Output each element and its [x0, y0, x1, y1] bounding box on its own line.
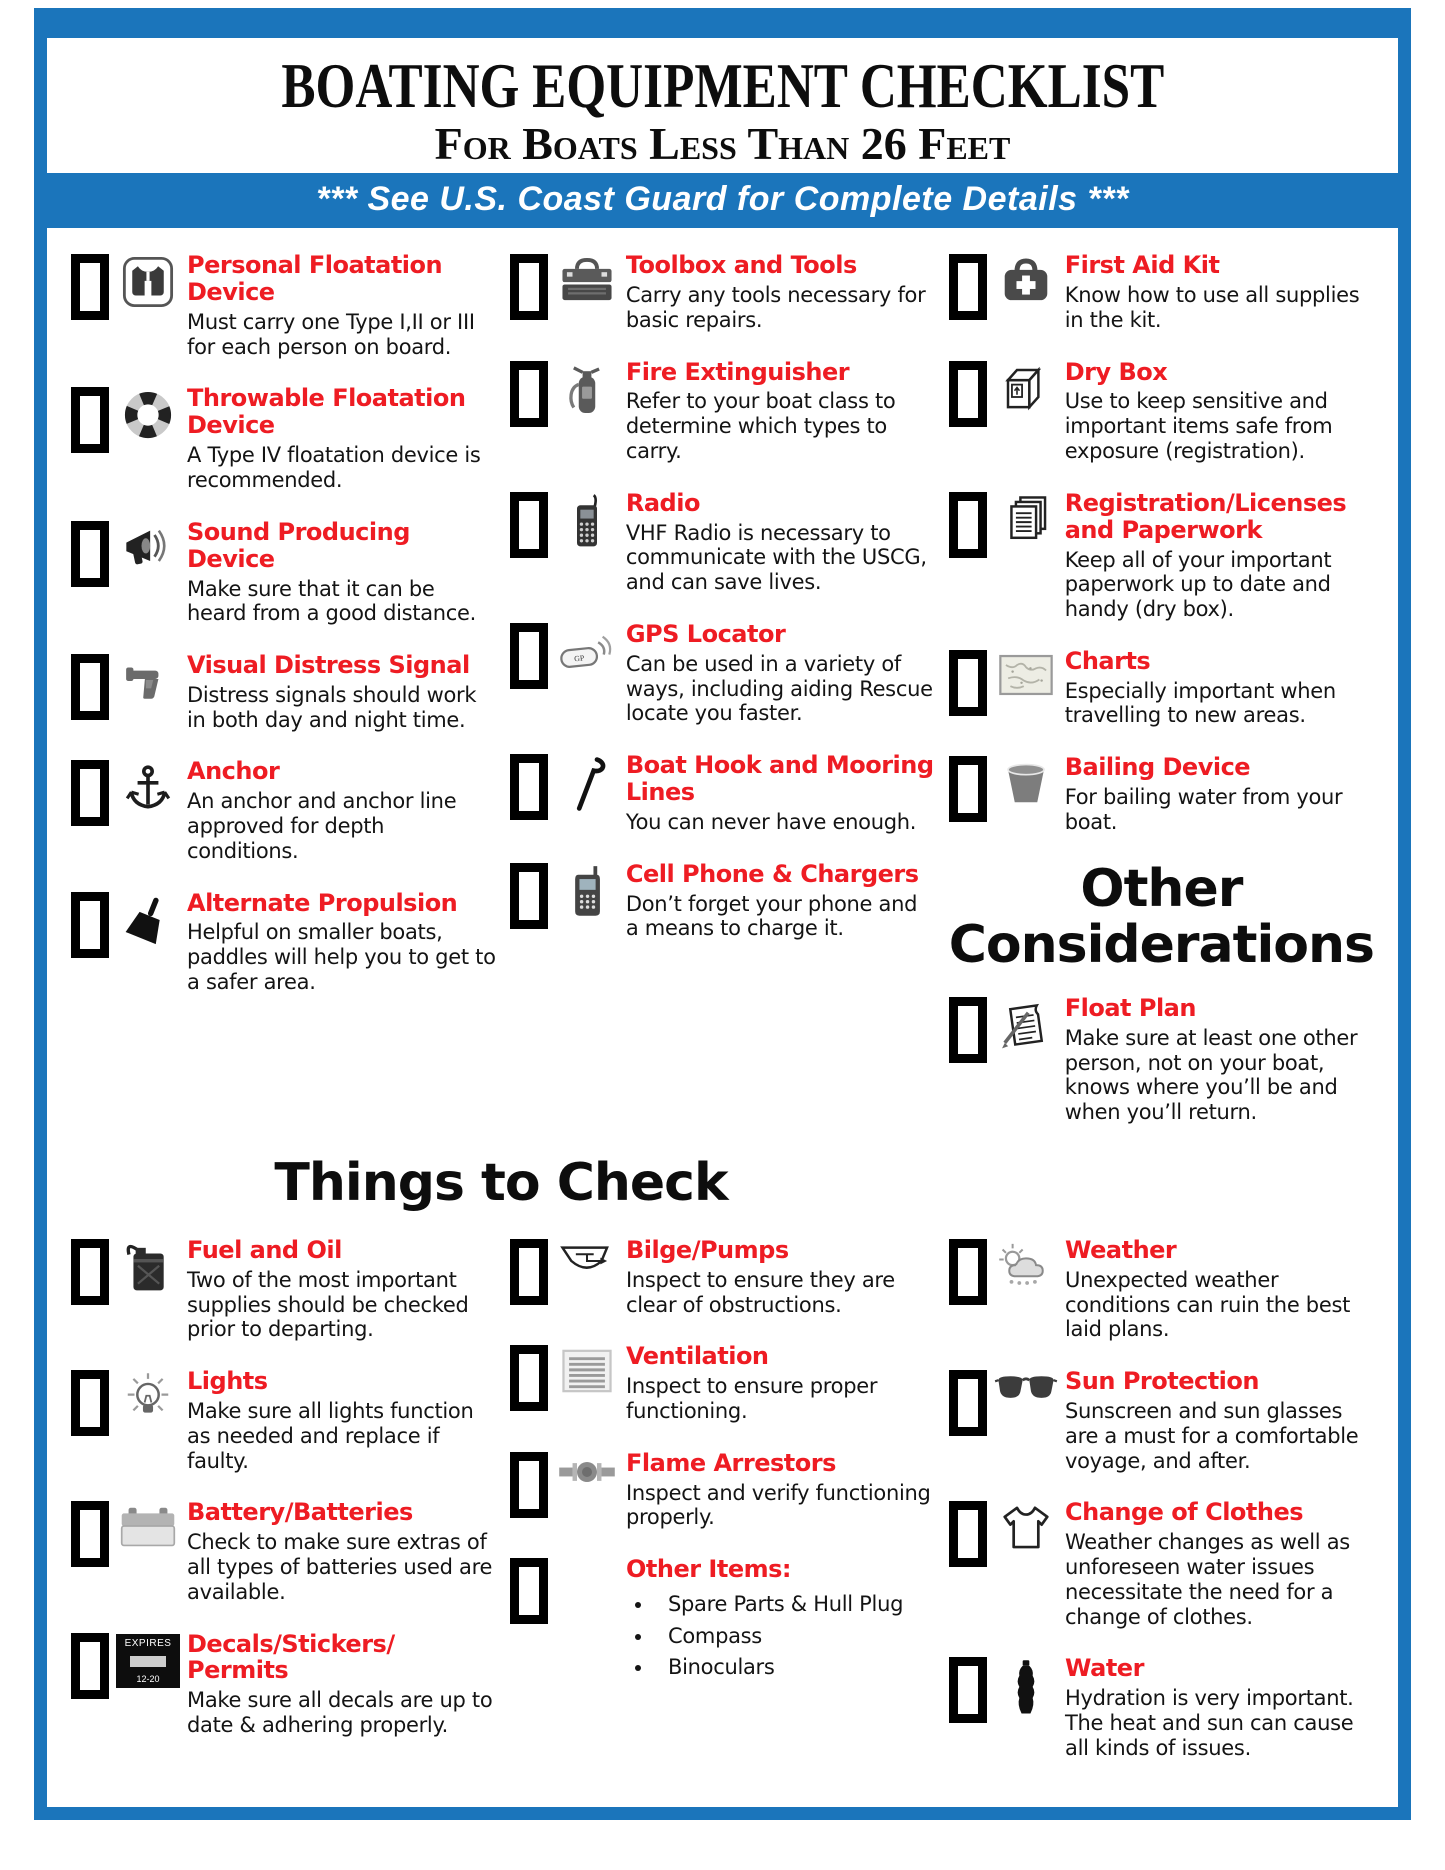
- item-title: Ventilation: [626, 1342, 769, 1371]
- item-desc: Keep all of your important paperwork up to date and handy (dry box).: [1064, 547, 1332, 622]
- decal-date-label: 12-20: [136, 1673, 160, 1684]
- fire-extinguisher-icon: [555, 359, 619, 420]
- equipment-col-2: [510, 252, 935, 1151]
- item-charts: [949, 648, 1374, 728]
- checkbox-registration-licenses-paperwork[interactable]: [949, 492, 987, 558]
- item-title: Float Plan: [1064, 993, 1196, 1022]
- checkbox-radio[interactable]: [510, 492, 548, 558]
- item-title: Personal Floatation Device: [187, 251, 443, 307]
- item-desc: Distress signals should work in both day and night time.: [187, 682, 477, 732]
- t-shirt-icon: [994, 1499, 1058, 1554]
- item-cell-phone-chargers: [510, 861, 935, 941]
- fuel-can-icon: [116, 1237, 180, 1296]
- item-title: Boat Hook and Mooring Lines: [625, 751, 934, 806]
- item-title: Alternate Propulsion: [187, 888, 458, 917]
- item-desc: Refer to your boat class to determine which types to carry.: [625, 389, 896, 463]
- life-vest-icon: [116, 252, 180, 309]
- item-title: Anchor: [187, 757, 280, 786]
- item-desc: Inspect to ensure proper functioning.: [626, 1374, 878, 1424]
- item-title: Sun Protection: [1065, 1367, 1259, 1396]
- item-personal-floatation-device: [71, 252, 496, 359]
- item-desc: Know how to use all supplies in the kit.: [1064, 283, 1360, 332]
- item-change-of-clothes: [949, 1499, 1374, 1629]
- item-title: Sound Producing Device: [187, 517, 410, 573]
- item-desc: Weather changes as well as unforeseen water issues necessitate the need for a change of clothes.: [1065, 1530, 1350, 1629]
- toolbox-icon: [555, 252, 619, 305]
- chart-map-icon: [994, 648, 1058, 699]
- checklist-page: [34, 8, 1411, 1820]
- checkbox-battery-batteries[interactable]: [71, 1501, 109, 1567]
- checkbox-weather[interactable]: [949, 1239, 987, 1305]
- item-radio: [510, 490, 935, 595]
- battery-icon: [116, 1499, 180, 1550]
- item-anchor: [71, 758, 496, 863]
- item-flame-arrestors: [510, 1450, 935, 1530]
- checkbox-sun-protection[interactable]: [949, 1370, 987, 1436]
- item-desc: Helpful on smaller boats, paddles will help you to get to a safer area.: [187, 920, 496, 995]
- vent-grille-icon: [555, 1343, 619, 1396]
- icon-placeholder: [555, 1556, 619, 1559]
- life-ring-icon: [116, 385, 180, 442]
- item-desc: VHF Radio is necessary to communicate with the USCG, and can save lives.: [625, 520, 927, 595]
- checkbox-toolbox-and-tools[interactable]: [510, 254, 548, 320]
- checkbox-throwable-floatation-device[interactable]: [71, 387, 109, 453]
- item-title: Other Items:: [626, 1555, 791, 1584]
- page-header: [47, 38, 1398, 173]
- flame-arrestor-icon: [555, 1450, 619, 1491]
- item-visual-distress-signal: [71, 652, 496, 732]
- handheld-radio-icon: [555, 490, 619, 553]
- checkbox-bailing-device[interactable]: [949, 756, 987, 822]
- item-ventilation: [510, 1343, 935, 1423]
- list-item: • Spare Parts & Hull Plug: [654, 1589, 935, 1621]
- paperwork-icon: [994, 490, 1058, 549]
- item-toolbox-and-tools: [510, 252, 935, 332]
- check-col-3: [949, 1237, 1374, 1786]
- equipment-col-1: [71, 252, 496, 1151]
- item-title: Bilge/Pumps: [626, 1236, 789, 1265]
- bilge-pump-icon: [555, 1237, 619, 1282]
- item-desc: Can be used in a variety of ways, including aiding Rescue locate you faster.: [625, 651, 933, 726]
- item-bilge-pumps: [510, 1237, 935, 1317]
- list-item: • Binoculars: [654, 1652, 935, 1684]
- checkbox-boat-hook-mooring-lines[interactable]: [510, 754, 548, 820]
- item-fuel-and-oil: [71, 1237, 496, 1342]
- decal-expires-label: EXPIRES: [124, 1637, 172, 1649]
- item-water: [949, 1655, 1374, 1760]
- water-bottle-icon: [994, 1655, 1058, 1718]
- item-battery-batteries: [71, 1499, 496, 1604]
- item-title: Lights: [187, 1367, 268, 1396]
- gps-device-icon: [555, 621, 619, 674]
- gps-label: GP: [573, 653, 585, 664]
- item-desc: Carry any tools necessary for basic repairs.: [625, 283, 926, 332]
- equipment-col-3: [949, 252, 1374, 1151]
- item-bailing-device: [949, 754, 1374, 834]
- item-sun-protection: [949, 1368, 1374, 1473]
- item-title: Cell Phone & Chargers: [625, 859, 919, 888]
- other-items-list: [628, 1589, 935, 1684]
- checkbox-flame-arrestors[interactable]: [510, 1452, 548, 1518]
- item-float-plan: [949, 995, 1374, 1125]
- expiration-decal-icon: [116, 1631, 180, 1688]
- item-title: GPS Locator: [625, 619, 786, 648]
- checkbox-other-items[interactable]: [510, 1558, 548, 1624]
- item-desc: Inspect to ensure they are clear of obstructions.: [626, 1267, 895, 1317]
- float-plan-note-icon: [994, 995, 1058, 1052]
- item-desc: Must carry one Type I,II or III for each person on board.: [187, 309, 475, 359]
- checkbox-gps-locator[interactable]: [510, 623, 548, 689]
- cell-phone-icon: [555, 861, 619, 920]
- item-title: Fire Extinguisher: [625, 357, 850, 386]
- checkbox-first-aid-kit[interactable]: [949, 254, 987, 320]
- anchor-icon: [116, 758, 180, 815]
- equipment-grid: [71, 252, 1374, 1151]
- things-to-check-heading: Things to Check: [274, 1152, 728, 1213]
- item-boat-hook-mooring-lines: [510, 752, 935, 835]
- item-title: Change of Clothes: [1065, 1498, 1304, 1527]
- item-alternate-propulsion: [71, 890, 496, 995]
- item-fire-extinguisher: [510, 359, 935, 464]
- item-gps-locator: [510, 621, 935, 726]
- item-title: Visual Distress Signal: [187, 651, 470, 680]
- item-desc: Hydration is very important. The heat and sun can cause all kinds of issues.: [1065, 1686, 1354, 1760]
- item-registration-licenses-paperwork: [949, 490, 1374, 622]
- checkbox-dry-box[interactable]: [949, 361, 987, 427]
- checkbox-change-of-clothes[interactable]: [949, 1501, 987, 1567]
- checkbox-lights[interactable]: [71, 1370, 109, 1436]
- checkbox-ventilation[interactable]: [510, 1345, 548, 1411]
- coast-guard-banner: *** See U.S. Coast Guard for Complete Details ***: [47, 173, 1398, 228]
- page-title: BOATING EQUIPMENT CHECKLIST: [281, 50, 1164, 121]
- checkbox-cell-phone-chargers[interactable]: [510, 863, 548, 929]
- check-grid: [71, 1237, 1374, 1786]
- checkbox-water[interactable]: [949, 1657, 987, 1723]
- checkbox-personal-floatation-device[interactable]: [71, 254, 109, 320]
- first-aid-kit-icon: [994, 252, 1058, 305]
- checkbox-decals-stickers-permits[interactable]: [71, 1633, 109, 1699]
- item-other-items: [510, 1556, 935, 1683]
- item-title: Registration/Licenses and Paperwork: [1064, 488, 1347, 544]
- item-desc: Inspect and verify functioning properly.: [626, 1480, 931, 1530]
- item-desc: Make sure all lights function as needed and replace if faulty.: [187, 1399, 474, 1473]
- item-title: Battery/Batteries: [187, 1498, 413, 1527]
- list-item: • Compass: [654, 1621, 935, 1653]
- checkbox-sound-producing-device[interactable]: [71, 521, 109, 587]
- item-title: Dry Box: [1064, 357, 1168, 386]
- item-title: Radio: [625, 488, 700, 517]
- item-desc: Use to keep sensitive and important items safe from exposure (registration).: [1064, 389, 1333, 463]
- item-title: Charts: [1064, 646, 1151, 675]
- light-bulb-icon: [116, 1368, 180, 1425]
- dry-box-icon: [994, 359, 1058, 414]
- page-subtitle: For Boats Less Than 26 Feet: [434, 118, 1011, 170]
- checkbox-float-plan[interactable]: [949, 997, 987, 1063]
- item-desc: Especially important when travelling to new areas.: [1064, 678, 1336, 728]
- item-dry-box: [949, 359, 1374, 464]
- weather-icon: [994, 1237, 1058, 1288]
- paddle-icon: [116, 890, 180, 947]
- item-desc: Two of the most important supplies should be checked prior to departing.: [187, 1267, 469, 1342]
- item-desc: Check to make sure extras of all types of batteries used are available.: [187, 1530, 493, 1604]
- item-title: First Aid Kit: [1064, 251, 1220, 280]
- item-sound-producing-device: [71, 519, 496, 626]
- check-col-2: [510, 1237, 935, 1786]
- other-considerations-heading: Other Considerations: [948, 858, 1375, 975]
- item-title: Flame Arrestors: [626, 1448, 836, 1477]
- decal-bar: [130, 1656, 166, 1667]
- item-desc: Make sure all decals are up to date & adhering properly.: [187, 1688, 493, 1738]
- item-decals-stickers-permits: [71, 1631, 496, 1738]
- item-title: Decals/Stickers/ Permits: [187, 1629, 395, 1685]
- check-col-1: [71, 1237, 496, 1786]
- checkbox-alternate-propulsion[interactable]: [71, 892, 109, 958]
- item-desc: An anchor and anchor line approved for depth conditions.: [187, 789, 457, 863]
- boat-hook-icon: [555, 752, 619, 813]
- flare-gun-icon: [116, 652, 180, 705]
- item-title: Bailing Device: [1064, 753, 1251, 782]
- megaphone-icon: [116, 519, 180, 574]
- checkbox-bilge-pumps[interactable]: [510, 1239, 548, 1305]
- checkbox-anchor[interactable]: [71, 760, 109, 826]
- item-desc: Make sure that it can be heard from a good distance.: [187, 576, 477, 626]
- item-desc: Make sure at least one other person, not on your boat, knows where you’ll be and when you’ll return.: [1064, 1025, 1358, 1125]
- checkbox-fire-extinguisher[interactable]: [510, 361, 548, 427]
- item-desc: Unexpected weather conditions can ruin the best laid plans.: [1065, 1267, 1351, 1342]
- item-desc: You can never have enough.: [625, 809, 917, 834]
- item-throwable-floatation-device: [71, 385, 496, 492]
- checkbox-visual-distress-signal[interactable]: [71, 654, 109, 720]
- sunglasses-icon: [994, 1368, 1058, 1407]
- item-title: Toolbox and Tools: [625, 251, 857, 280]
- bucket-icon: [994, 754, 1058, 807]
- item-desc: Sunscreen and sun glasses are a must for a comfortable voyage, and after.: [1065, 1399, 1359, 1473]
- item-desc: A Type IV floatation device is recommended.: [187, 443, 481, 492]
- item-weather: [949, 1237, 1374, 1342]
- checkbox-fuel-and-oil[interactable]: [71, 1239, 109, 1305]
- item-lights: [71, 1368, 496, 1473]
- item-title: Weather: [1065, 1236, 1177, 1265]
- item-title: Water: [1065, 1654, 1144, 1683]
- item-first-aid-kit: [949, 252, 1374, 332]
- item-desc: For bailing water from your boat.: [1064, 785, 1343, 834]
- item-title: Fuel and Oil: [187, 1236, 342, 1265]
- item-desc: Don’t forget your phone and a means to charge it.: [625, 891, 918, 941]
- page-content: [47, 228, 1398, 1786]
- item-title: Throwable Floatation Device: [187, 384, 466, 440]
- checkbox-charts[interactable]: [949, 650, 987, 716]
